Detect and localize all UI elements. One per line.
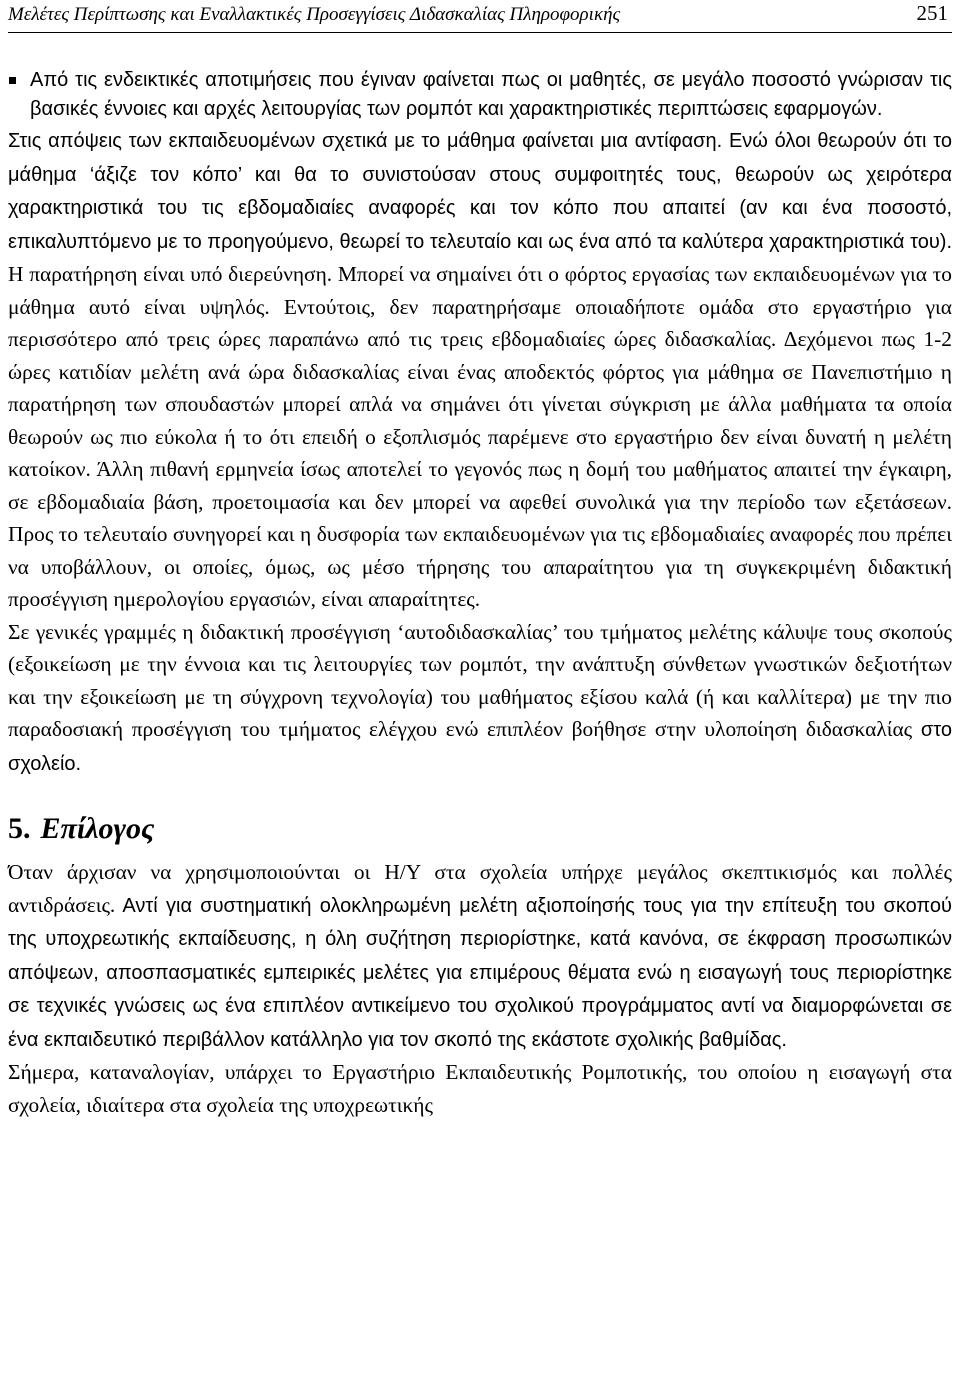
body-paragraph-3: [8, 856, 952, 1056]
paragraph-1-segment-3: Η παρατήρηση είναι υπό διερεύνηση. Μπορεί να σημαίνει ότι ο φόρτος εργασίας των εκπαιδευομένων για το μάθημα αυτό είναι υψηλός. Εντούτοις, δεν παρατηρήσαμε οποιαδήποτε ομάδα στο εργαστήριο για περισσότερο από τρεις ώρες παραπάνω από τις τρεις εβδομαδιαίες ώρες διδασκαλίας. Δεχόμενοι πως 1-2 ώρες κατιδίαν μελέτη ανά ώρα διδασκαλίας είναι ένας αποδεκτός φόρτος για μάθημα σε Πανεπιστήμιο η παρατήρηση των σπουδαστών μπορεί απλά να σημάνει ότι γίνεται σύγκριση με άλλα μαθήματα τα οποία θεωρούν ως πιο εύκολα ή το ότι επειδή ο εξοπλισμός παρέμενε στο εργαστήριο δεν είναι δυνατή η μελέτη κατοίκον. Άλλη πιθανή ερμηνεία ίσως αποτελεί το γεγονός πως η δομή του μαθήματος απαιτεί την έγκαιρη, σε εβδομαδιαία βάση, προετοιμασία και δεν μπορεί να αφεθεί συνολικά για την περίοδο των εξετάσεων. Προς το τελευταίο συνηγορεί και η δυσφορία των εκπαιδευομένων για τις εβδομαδιαίες αναφορές που πρέπει να υποβάλλουν, οι οποίες, όμως, ως μέσο τήρησης του απαραίτητου για τη συγκεκριμένη διδακτική προσέγγιση ημερολογίου εργασιών, είναι απαραίτητες.: [8, 262, 952, 611]
body-paragraph-2: [8, 616, 952, 781]
running-header: [8, 0, 952, 33]
paragraph-3-segment-1: Όταν άρχισαν να χρησιμοποιούνται οι Η/Υ στα σχολεία υπήρχε μεγάλος σκεπτικισμός και πολλές αντιδράσεις.: [8, 860, 952, 917]
section-number: 5.: [8, 812, 31, 845]
body-paragraph-1: [8, 124, 952, 616]
paragraph-1-segment-2: Ενώ όλοι θεωρούν ότι το μάθημα ‘άξιζε τον κόπο’ και θα το συνιστούσαν στους συμφοιτητές τους, θεωρούν ως χειρότερα χαρακτηριστικά του τις εβδομαδιαίες αναφορές και τον κόπο που απαιτεί (αν και ένα ποσοστό, επικαλυπτόμενο με το προηγούμενο, θεωρεί το τελευταίο και ως ένα από τα καλύτερα χαρακτηριστικά του).: [8, 130, 952, 253]
document-page: [8, 0, 952, 1121]
paragraph-3-segment-2: Αντί για συστηματική ολοκληρωμένη μελέτη αξιοποίησής τους για την επίτευξη του σκοπού της υποχρεωτικής εκπαίδευσης, η όλη συζήτηση περιορίστηκε, κατά κανόνα, σε έκφραση προσωπικών απόψεων, αποσπασματικές εμπειρικές μελέτες για επιμέρους θέματα ενώ η εισαγωγή τους περιορίστηκε σε τεχνικές γνώσεις ως ένα επιπλέον αντικείμενο του σχολικού προγράμματος αντί να διαμορφώνεται σε ένα εκπαιδευτικό περιβάλλον κατάλληλο για τον σκοπό της εκάστοτε σχολικής βαθμίδας.: [8, 894, 952, 1051]
body-paragraph-4: [8, 1056, 952, 1121]
paragraph-4-text: Σήμερα, καταναλογίαν, υπάρχει το Εργαστήριο Εκπαιδευτικής Ρομποτικής, του οποίου η εισαγωγή στα σχολεία, ιδιαίτερα στα σχολεία της υποχρεωτικής: [8, 1060, 952, 1117]
page-number: 251: [916, 1, 948, 25]
square-bullet-icon: [9, 77, 16, 84]
running-header-title: Μελέτες Περίπτωσης και Εναλλακτικές Προσεγγίσεις Διδασκαλίας Πληροφορικής: [8, 4, 621, 25]
bullet-list-item: [8, 66, 952, 124]
section-heading: [8, 802, 952, 856]
paragraph-2-segment-1: Σε γενικές γραμμές η διδακτική προσέγγιση ‘αυτοδιδασκαλίας’ του τμήματος μελέτης κάλυψε τους σκοπούς (εξοικείωση με την έννοια και τις λειτουργίες των ρομπότ, την ανάπτυξη σύνθετων γνωστικών δεξιοτήτων και την εξοικείωση με τη σύγχρονη τεχνολογία) του μαθήματος εξίσου καλά (ή και καλλίτερα) με την πιο παραδοσιακή προσέγγιση του τμήματος ελέγχου ενώ επιπλέον βοήθησε στην υλοποίηση διδασκαλίας: [8, 619, 952, 741]
section-title: Επίλογος: [40, 812, 155, 845]
paragraph-1-segment-1: Στις απόψεις των εκπαιδευομένων σχετικά με το μάθημα φαίνεται μια αντίφαση.: [8, 130, 723, 152]
paragraph-2-segment-2: στο σχολείο.: [8, 719, 952, 775]
bullet-item-text: Από τις ενδεικτικές αποτιμήσεις που έγιναν φαίνεται πως οι μαθητές, σε μεγάλο ποσοστό γνώρισαν τις βασικές έννοιες και αρχές λειτουργίας των ρομπότ και χαρακτηριστικές περιπτώσεις εφαρμογών.: [30, 69, 952, 120]
